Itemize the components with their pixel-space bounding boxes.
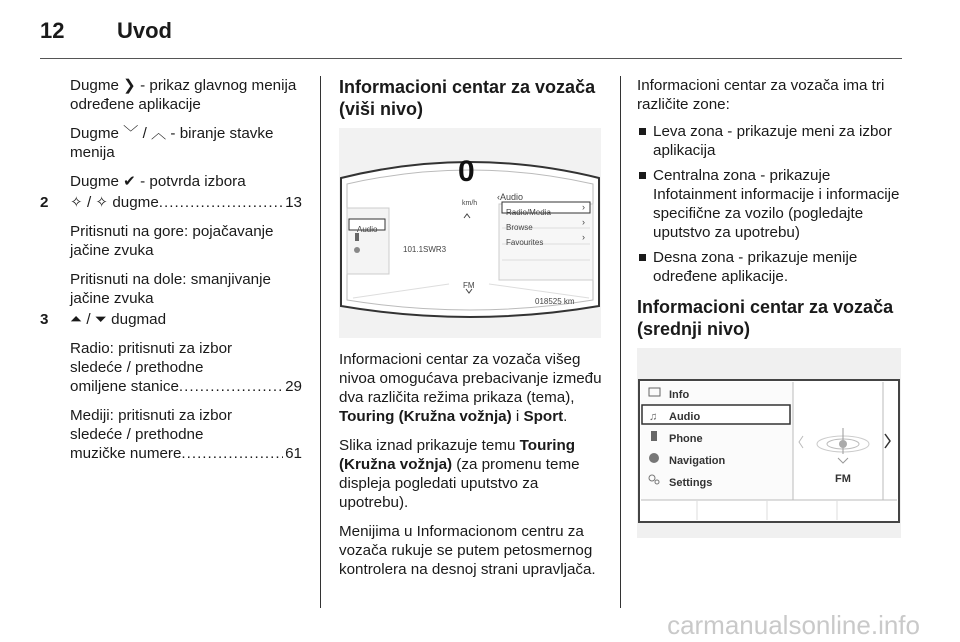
paragraph-confirm-button: Dugme ✔ - potvrda izbora: [70, 173, 246, 190]
page-reference: 61: [285, 445, 302, 462]
theme-touring: Touring (Kružna vožnja): [339, 408, 512, 425]
paragraph-volume-up: Pritisnuti na gore: pojačavanje jačine zvuka: [70, 223, 274, 259]
screen-menu-item: Browse: [506, 223, 533, 232]
figure-mid-level-display: [637, 348, 901, 538]
column-1: [40, 76, 302, 473]
radio-text: Radio: pritisnuti za izbor sledeće / prethodne: [70, 340, 233, 376]
item-2-text: ✧ / ✧ dugme: [70, 194, 159, 211]
zones-list: [637, 122, 905, 286]
screen-menu-item: Navigation: [669, 455, 726, 467]
column-divider-2: [620, 76, 621, 608]
watermark: carmanualsonline.info: [667, 610, 920, 640]
screen-station: 101.1SWR3: [403, 245, 447, 254]
theme-sport: Sport: [523, 408, 564, 425]
list-item-2: [40, 193, 302, 212]
list-item-3: [40, 310, 302, 329]
screen-menu-item: Audio: [669, 411, 701, 423]
column-divider-1: [320, 76, 321, 608]
leader-dots: [159, 193, 283, 212]
leader-dots: [181, 444, 283, 463]
paragraph-media: [40, 406, 302, 463]
screen-menu-item: Radio/Media: [506, 208, 551, 217]
caption-theme: Touring (Kružna vožnja): [339, 437, 576, 473]
figure-upper-level-display: [339, 128, 601, 338]
item-number: 3: [40, 311, 49, 328]
page-reference: 13: [285, 194, 302, 211]
svg-text:›: ›: [582, 217, 585, 227]
svg-text:›: ›: [582, 232, 585, 242]
paragraph-radio: [40, 339, 302, 396]
speed-unit: km/h: [462, 200, 478, 207]
caption-text-end: (za promenu teme displeja pogledati uputstvo za upotrebu).: [339, 456, 580, 511]
list-item: Desna zona - prikazuje menije određene aplikacije.: [637, 248, 905, 286]
screen-left-item: Audio: [357, 225, 378, 234]
header-rule: [40, 58, 902, 59]
svg-text:›: ›: [582, 202, 585, 212]
speed-readout: 0: [458, 155, 475, 188]
screen-menu-item: Phone: [669, 433, 703, 445]
screen-band: FM: [835, 473, 851, 485]
themes-period: .: [563, 408, 568, 425]
section-heading-mid-level: Informacioni centar za vozača (srednji nivo): [637, 297, 894, 339]
item-3-text: ⏶ / ⏷ dugmad: [70, 311, 167, 328]
paragraph-figure-caption: [339, 436, 605, 512]
paragraph-themes: [339, 350, 605, 426]
list-item: Leva zona - prikazuje meni za izbor aplikacija: [637, 122, 905, 160]
themes-conjunction: i: [511, 408, 524, 425]
page-title: Uvod: [117, 18, 172, 43]
media-text-end: muzičke numere: [70, 445, 182, 462]
screen-back-label: ‹Audio: [497, 192, 524, 202]
screen-menu-item: Settings: [669, 477, 713, 489]
paragraph-controller: Menijima u Informacionom centru za vozača rukuje se putem petosmernog kontrolera na desnoj strani upravljača.: [339, 523, 596, 578]
radio-text-end: omiljene stanice: [70, 378, 179, 395]
screen-menu-item: Info: [669, 389, 690, 401]
media-text: Mediji: pritisnuti za izbor sledeće / prethodne: [70, 407, 233, 443]
item-number: 2: [40, 194, 49, 211]
paragraph-menu-button: Dugme ❯ - prikaz glavnog menija određene aplikacije: [70, 77, 297, 113]
svg-text:♫: ♫: [649, 411, 658, 423]
paragraph-zones-intro: Informacioni centar za vozača ima tri različite zone:: [637, 77, 885, 113]
leader-dots: [179, 377, 283, 396]
column-3: [637, 76, 905, 538]
section-heading-upper-level: Informacioni centar za vozača (viši nivo): [339, 77, 596, 119]
paragraph-select-button: Dugme ﹀ / ︿ - biranje stavke menija: [70, 125, 274, 161]
page-reference: 29: [285, 378, 302, 395]
screen-menu-item: Favourites: [506, 238, 544, 247]
caption-text: Slika iznad prikazuje temu: [339, 437, 520, 454]
page-number: 12: [40, 18, 65, 43]
screen-odometer: 018525 km: [535, 297, 575, 306]
themes-text: Informacioni centar za vozača višeg nivoa omogućava prebacivanje između dva različita režima prikaza (tema),: [339, 351, 602, 406]
column-2: [339, 76, 605, 589]
paragraph-volume-down: Pritisnuti na dole: smanjivanje jačine zvuka: [70, 271, 271, 307]
screen-band: FM: [463, 281, 475, 290]
list-item: Centralna zona - prikazuje Infotainment informacije i informacije specifične za vozilo (pogledajte uputstvo za upotrebu): [637, 166, 905, 242]
